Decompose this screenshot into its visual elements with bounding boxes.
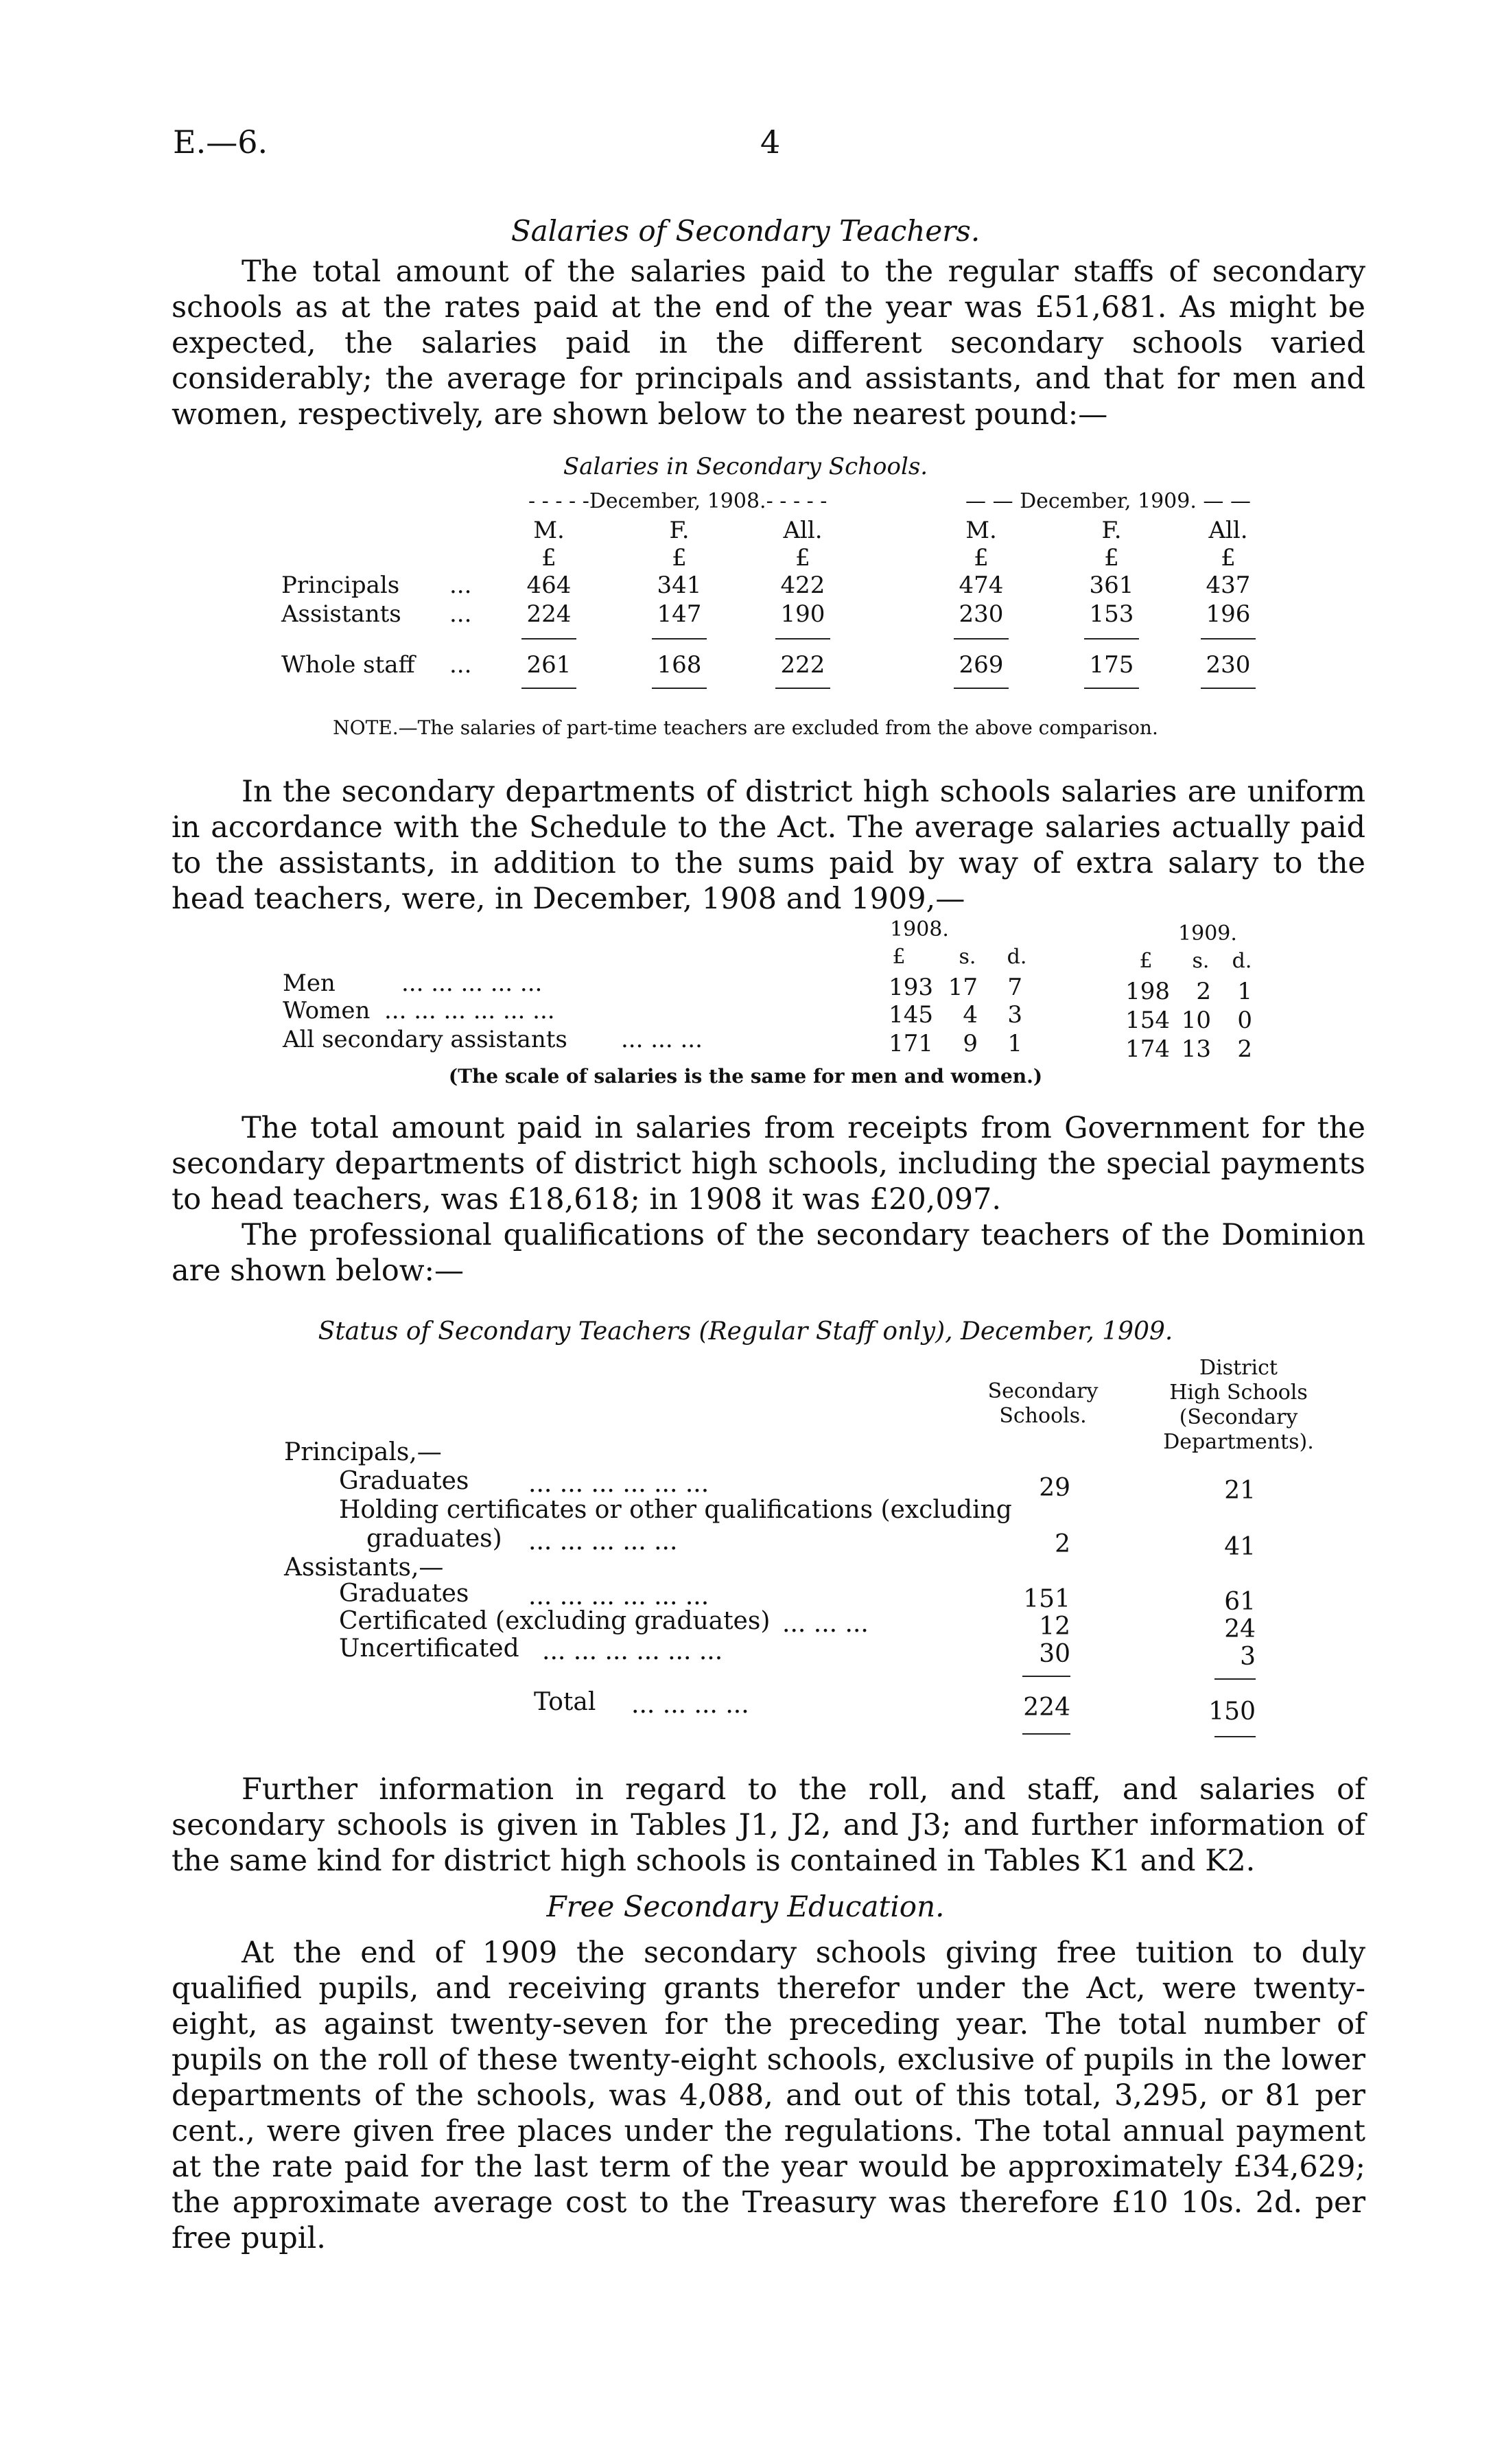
table3-title: Status of Secondary Teachers (Regular Staff only), December, 1909. [318,1317,1173,1346]
table2-cell: 4 [963,1001,978,1029]
table1-cell: 269 [959,651,1004,679]
table2-unit: £ [892,945,906,969]
table1-row-dots: ... [449,600,472,628]
table1-col-header: F. [669,517,690,544]
report-code: E.—6. [173,124,268,161]
table2-cell: 174 [1125,1035,1170,1063]
table1-cell: 175 [1089,651,1134,679]
paragraph-salaries: The total amount of the salaries paid to the regular staffs of secondary schools as at the rates paid at the end of the year was £51,681. As might be expected, the salaries paid in the different secondary schools varied considerably; the average for principals and assistants, and that for men and women, respectively, are shown below to the nearest pound:— [172,255,1365,432]
paragraph-district-high-schools: In the secondary departments of district high schools salaries are uniform in accordance with the Schedule to the Act. The average salaries actually paid to the assistants, in addition to the sums paid by way of extra salary to the head teachers, were, in December, 1908 and 1909,— [172,775,1365,916]
table2-cell: 145 [889,1001,933,1029]
table3-principals-heading: Principals,— [284,1438,442,1466]
table1-group-1909: — — December, 1909. — — [965,489,1251,513]
table1-cell: 437 [1206,572,1251,599]
table3-cell: 30 [1039,1640,1070,1668]
table1-cell: 474 [959,572,1004,599]
table1-unit: £ [672,544,687,572]
table2-unit: d. [1007,945,1027,969]
table2-unit: s. [1192,949,1210,973]
table1-note: NOTE.—The salaries of part-time teachers are excluded from the above comparison. [333,716,1158,739]
table1-cell: 153 [1089,600,1134,628]
paragraph-qualifications: The professional qualifications of the secondary teachers of the Dominion are shown below:— [172,1218,1365,1288]
table3-cell: 41 [1224,1533,1256,1561]
table3-cell: 21 [1224,1477,1256,1505]
table2-cell: 171 [889,1030,933,1057]
table3-row-label: Uncertificated [339,1634,519,1663]
table3-row-label: Graduates [339,1580,469,1608]
table2-row-label: Men [283,970,336,997]
table2-row-label: All secondary assistants [283,1026,567,1053]
table3-row-label: Graduates [339,1467,469,1495]
table3-row-dots: ... ... ... ... ... [528,1527,678,1556]
table3-row-label: Certificated (excluding graduates) [339,1607,771,1635]
table2-cell: 3 [1007,1001,1022,1029]
table3-cell: 3 [1240,1643,1256,1671]
table2-unit: d. [1232,949,1252,973]
table2-cell: 1 [1007,1030,1022,1057]
table3-cell: 12 [1039,1612,1070,1641]
table1-cell: 361 [1089,572,1134,599]
table1-row-dots: ... [449,572,472,599]
table1-unit: £ [795,544,810,572]
table2-cell: 7 [1007,974,1022,1001]
table1-unit: £ [1221,544,1236,572]
table3-row-dots: ... ... ... [782,1610,869,1638]
table1-row-label: Assistants [281,600,401,628]
table1-unit: £ [541,544,556,572]
table1-cell: 422 [780,572,825,599]
table3-total-dots: ... ... ... ... [631,1691,749,1719]
table1-cell: 341 [657,572,702,599]
table1-col-header: All. [1208,517,1248,544]
table2-cell: 13 [1181,1035,1211,1063]
table1-row-dots: ... [449,651,472,679]
table3-col-secondary: Secondary Schools. [987,1379,1099,1428]
table3-row-label: Holding certificates or other qualifications (excluding [339,1496,1012,1524]
table1-col-header: M. [965,517,997,544]
paragraph-further-information: Further information in regard to the roll, and staff, and salaries of secondary schools is given in Tables J1, J2, and J3; and further information of the same kind for district high schools is contained in Tables K1 and K2. [172,1772,1365,1878]
table1-cell: 168 [657,651,702,679]
table1-col-header: All. [783,517,823,544]
table3-total-cell: 150 [1208,1698,1256,1726]
table3-total-cell: 224 [1023,1693,1070,1722]
table2-cell: 1 [1237,978,1252,1005]
table1-cell: 224 [526,600,572,628]
table3-total-label: Total [534,1688,596,1716]
table2-row-label: Women [283,997,371,1024]
table3-row-label: graduates) [366,1525,502,1553]
table3-row-dots: ... ... ... ... ... ... [528,1470,709,1498]
table2-cell: 0 [1237,1007,1252,1034]
table3-cell: 2 [1055,1530,1070,1558]
table2-cell: 2 [1237,1035,1252,1063]
table1-cell: 147 [657,600,702,628]
table3-cell: 29 [1039,1474,1070,1502]
table2-row-dots: ... ... ... ... ... [401,970,543,997]
table1-cell: 190 [780,600,825,628]
table1-cell: 196 [1206,600,1251,628]
table2-cell: 10 [1181,1007,1211,1034]
table3-assistants-heading: Assistants,— [284,1553,444,1582]
table1-col-header: M. [533,517,565,544]
table2-cell: 2 [1196,978,1211,1005]
table2-cell: 9 [963,1030,978,1057]
table2-row-dots: ... ... ... [621,1026,703,1053]
table1-col-header: F. [1101,517,1122,544]
section-title-salaries: Salaries of Secondary Teachers. [510,214,981,248]
paragraph-government-receipts: The total amount paid in salaries from receipts from Government for the secondary departments of district high schools, including the special payments to head teachers, was £18,618; in 1908 it was £20,097. [172,1111,1365,1217]
table1-cell: 230 [959,600,1004,628]
table3-rule [1022,1676,1070,1677]
table2-cell: 198 [1125,978,1170,1005]
table3-rule [1022,1733,1070,1735]
table1-cell: 222 [780,651,825,679]
table2-row-dots: ... ... ... ... ... ... [384,997,555,1024]
table2-year: 1908. [890,917,949,941]
table2-unit: £ [1139,949,1153,973]
table1-row-label: Principals [281,572,400,599]
table1-unit: £ [1104,544,1119,572]
section-title-free-education: Free Secondary Education. [546,1890,945,1923]
page-number: 4 [760,124,781,161]
table2-note: (The scale of salaries is the same for men and women.) [448,1065,1043,1088]
table1-cell: 261 [526,651,572,679]
table1-title: Salaries in Secondary Schools. [563,453,928,480]
paragraph-free-education: At the end of 1909 the secondary schools giving free tuition to duly qualified pupils, and receiving grants therefor under the Act, were twenty-eight, as against twenty-seven for the preceding year. The total number of pupils on the roll of these twenty-eight schools, exclusive of pupils in the lower departments of the schools, was 4,088, and out of this total, 3,295, or 81 per cent., were given free places under the regulations. The total annual payment at the rate paid for the last term of the year would be approximately £34,629; the approximate average cost to the Treasury was therefore £10 10s. 2d. per free pupil. [172,1936,1365,2255]
table3-cell: 24 [1224,1615,1256,1643]
table1-cell: 230 [1206,651,1251,679]
table1-cell: 464 [526,572,572,599]
table1-unit: £ [974,544,989,572]
table2-unit: s. [959,945,976,969]
table2-cell: 17 [948,974,978,1001]
table1-group-1908: - - - - -December, 1908.- - - - - [528,489,827,513]
table3-row-dots: ... ... ... ... ... ... [542,1637,723,1665]
table3-cell: 151 [1023,1585,1070,1613]
table3-col-district: District High Schools (Secondary Departments). [1163,1356,1314,1454]
table2-year: 1909. [1178,922,1237,946]
table3-row-dots: ... ... ... ... ... ... [528,1582,709,1610]
table3-rule [1214,1678,1256,1680]
table1-row-label: Whole staff [281,651,415,679]
table2-cell: 193 [889,974,933,1001]
table2-cell: 154 [1125,1007,1170,1034]
table3-rule [1214,1736,1256,1737]
table3-cell: 61 [1224,1588,1256,1616]
